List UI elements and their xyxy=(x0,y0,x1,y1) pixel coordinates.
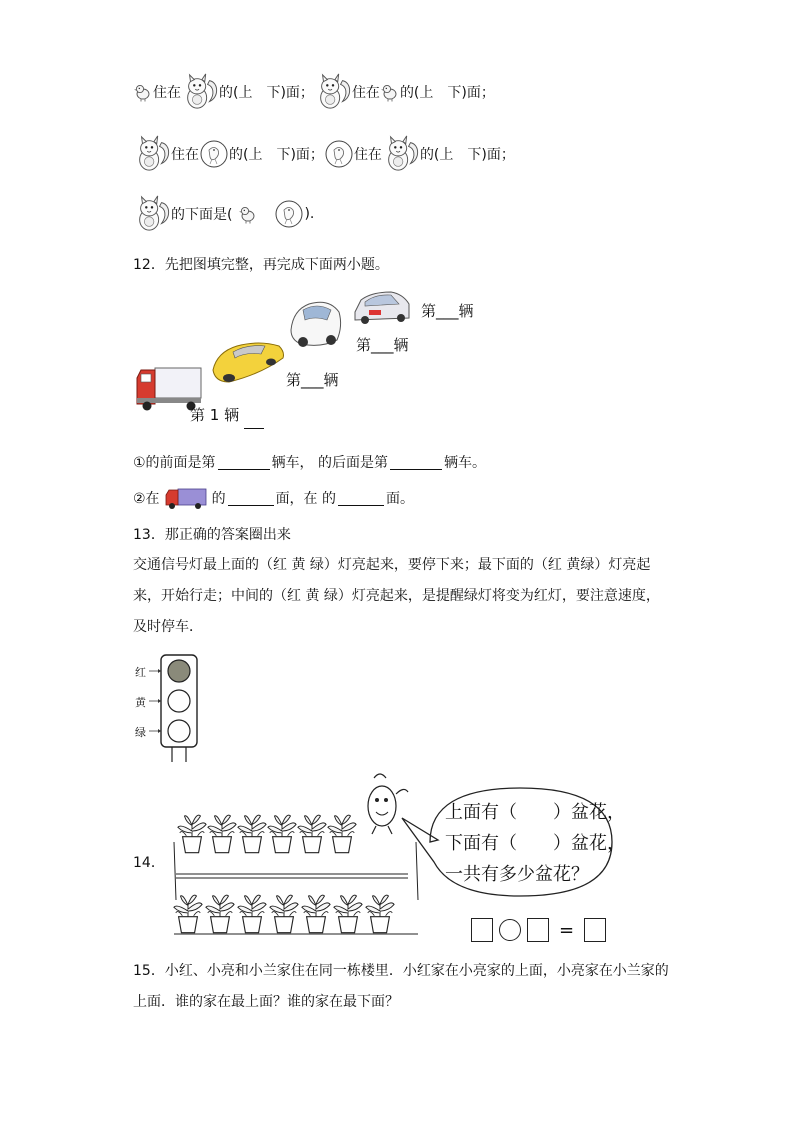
q11-r2-text-c: 住在 xyxy=(353,147,382,163)
q11-r1-text-a: 住在 xyxy=(153,85,181,101)
answer-blank[interactable] xyxy=(218,455,270,470)
q12-sub2-c: 面，在 的 xyxy=(275,491,337,507)
flower-pot-icon xyxy=(328,815,356,853)
q11-r2-text-a: 住在 xyxy=(171,147,199,163)
bird-in-circle-icon xyxy=(324,138,354,170)
flower-pot-icon xyxy=(206,895,234,933)
light-label-red: 红 xyxy=(135,666,146,679)
flower-pot-icon xyxy=(270,895,298,933)
answer-box[interactable] xyxy=(471,918,493,942)
q11-row-2 xyxy=(133,134,515,174)
bird-in-circle-icon xyxy=(274,198,304,230)
equation-row xyxy=(471,918,606,942)
q12-sub1-c: 辆车。 xyxy=(444,455,487,471)
label-vehicle-top: 第___辆 xyxy=(421,302,474,320)
speech-bubble-text xyxy=(445,797,625,890)
q12-sub1-a: ①的前面是第 xyxy=(133,455,216,471)
q12-title: 12．先把图填完整，再完成下面两小题。 xyxy=(133,257,389,273)
flower-pot-icon xyxy=(178,815,206,853)
flower-pot-icon xyxy=(334,895,362,933)
label-vehicle-low: 第___辆 xyxy=(286,371,339,389)
q13-paragraph xyxy=(133,550,673,643)
squirrel-icon xyxy=(133,134,171,174)
flower-pot-icon xyxy=(366,895,394,933)
bubble-line-3: 一共有多少盆花？ xyxy=(445,864,589,885)
flower-pot-icon xyxy=(174,895,202,933)
flower-pot-icon xyxy=(298,815,326,853)
q13-line-3: 及时停车． xyxy=(133,619,203,635)
bird-in-circle-icon xyxy=(199,138,229,170)
q12-sub2-b: 的 xyxy=(211,491,226,507)
label-vehicle-mid: 第___辆 xyxy=(356,336,409,354)
q12-sub1-b: 辆车， 的后面是第 xyxy=(271,455,389,471)
chick-icon xyxy=(238,203,258,225)
white-car-icon xyxy=(291,302,341,347)
q11-r2-text-d: 的(上 下)面； xyxy=(419,147,515,163)
flower-pot-icon xyxy=(208,815,236,853)
bubble-line-1: 上面有（ ）盆花， xyxy=(445,802,625,823)
truck-icon xyxy=(164,486,208,510)
flower-pot-icon xyxy=(302,895,330,933)
light-label-yellow: 黄 xyxy=(135,696,146,709)
traffic-light-icon xyxy=(148,652,208,764)
label-vehicle-first: 第 1 辆 xyxy=(190,406,240,424)
flower-pots-illustration xyxy=(172,772,422,940)
q13-title: 13．那正确的答案圈出来 xyxy=(133,527,291,543)
lower-row-pots xyxy=(174,895,394,933)
q12-sub-2 xyxy=(133,485,414,511)
q15-line-2: 上面．谁的家在最上面？谁的家在最下面？ xyxy=(133,994,399,1010)
answer-blank[interactable] xyxy=(338,491,384,506)
answer-blank[interactable] xyxy=(228,491,274,506)
light-label-green: 绿 xyxy=(135,726,146,739)
sedan-car-icon xyxy=(355,292,409,324)
q11-row-3 xyxy=(133,194,314,234)
squirrel-icon xyxy=(382,134,420,174)
squirrel-icon xyxy=(133,194,171,234)
squirrel-icon xyxy=(181,72,219,112)
operator-circle[interactable] xyxy=(499,919,521,941)
answer-blank[interactable] xyxy=(390,455,442,470)
q11-r2-text-b: 的(上 下)面； xyxy=(229,147,324,163)
chick-icon xyxy=(380,81,400,103)
answer-box[interactable] xyxy=(584,918,606,942)
flower-pot-icon xyxy=(268,815,296,853)
bubble-line-2: 下面有（ ）盆花， xyxy=(445,833,625,854)
answer-underline xyxy=(244,428,264,429)
squirrel-icon xyxy=(314,72,352,112)
equals-sign: = xyxy=(559,919,575,941)
q12-sub-1 xyxy=(133,452,486,472)
yellow-car-icon xyxy=(213,343,284,382)
chick-icon xyxy=(133,81,153,103)
q13-line-1: 交通信号灯最上面的（红 黄 绿）灯亮起来，要停下来；最下面的（红 黄绿）灯亮起 xyxy=(133,557,651,573)
flower-pot-icon xyxy=(238,815,266,853)
q13-line-2: 来，开始行走；中间的（红 黄 绿）灯亮起来，是提醒绿灯将变为红灯，要注意速度， xyxy=(133,588,660,604)
q11-r1-text-b: 的(上 下)面； xyxy=(219,85,314,101)
q11-r1-text-d: 的(上 下)面； xyxy=(399,85,495,101)
q14-number: 14． xyxy=(133,855,165,871)
q11-r3-text-b: ). xyxy=(304,206,315,222)
q11-row-1 xyxy=(133,72,495,112)
q15-line-1: 15．小红、小亮和小兰家住在同一栋楼里．小红家在小亮家的上面，小亮家在小兰家的 xyxy=(133,963,669,979)
q11-r1-text-c: 住在 xyxy=(351,85,380,101)
q15-paragraph xyxy=(133,956,673,1018)
q12-sub2-d: 面。 xyxy=(386,491,415,507)
flower-pot-icon xyxy=(238,895,266,933)
answer-box[interactable] xyxy=(527,918,549,942)
upper-row-pots xyxy=(178,815,356,853)
q12-sub2-a: ②在 xyxy=(133,491,160,507)
q11-r3-text-a: 的下面是( xyxy=(171,207,233,223)
